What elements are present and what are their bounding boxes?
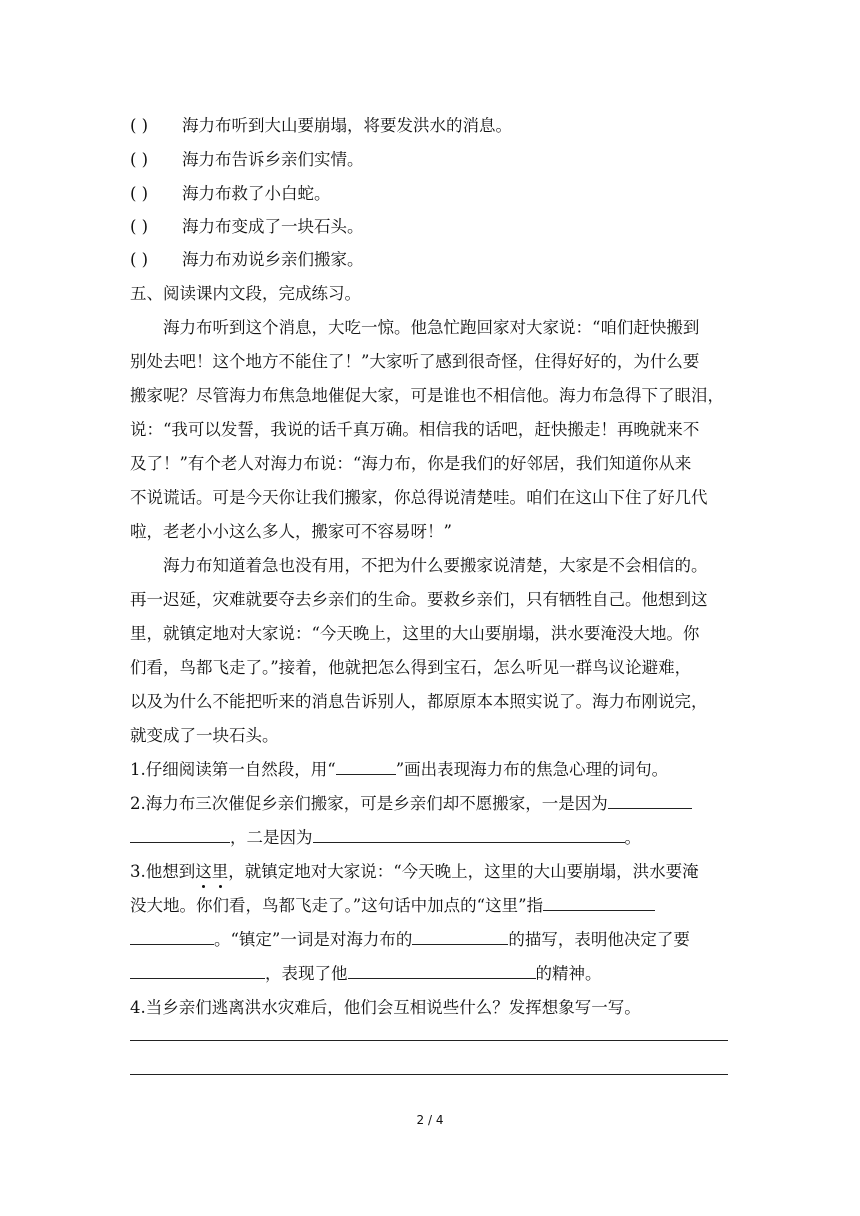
answer-blank[interactable]	[348, 962, 536, 979]
answer-parentheses: ( )	[130, 250, 149, 269]
answer-line[interactable]	[130, 1074, 728, 1075]
passage-line: 海力布听到这个消息，大吃一惊。他急忙跑回家对大家说：“咱们赶快搬到	[163, 318, 700, 337]
passage-line: 里，就镇定地对大家说：“今天晚上，这里的大山要崩塌，洪水要淹没大地。你	[130, 624, 700, 643]
passage-line: 不说谎话。可是今天你让我们搬家，你总得说清楚哇。咱们在这山下住了好几代	[130, 488, 708, 507]
emphasis-dot-char: 这	[195, 862, 212, 881]
answer-blank[interactable]	[543, 894, 655, 911]
answer-parentheses: ( )	[130, 116, 149, 135]
question-3: 3.他想到这里，就镇定地对大家说：“今天晚上，这里的大山要崩塌，洪水要淹	[130, 862, 699, 881]
question-4: 4.当乡亲们逃离洪水灾难后，他们会互相说些什么？发挥想象写一写。	[130, 998, 641, 1017]
passage-line: 别处去吧！这个地方不能住了！”大家听了感到很奇怪，住得好好的，为什么要	[130, 352, 700, 371]
passage-line: 及了！”有个老人对海力布说：“海力布，你是我们的好邻居，我们知道你从来	[130, 454, 692, 473]
passage-line: 搬家呢？尽管海力布焦急地催促大家，可是谁也不相信他。海力布急得下了眼泪，	[130, 386, 724, 405]
passage-line: 海力布知道着急也没有用，不把为什么要搬家说清楚，大家是不会相信的。	[163, 556, 708, 575]
answer-blank[interactable]	[336, 758, 396, 775]
answer-blank[interactable]	[313, 826, 625, 843]
answer-parentheses: ( )	[130, 150, 149, 169]
answer-blank[interactable]	[608, 792, 692, 809]
question-2: 2.海力布三次催促乡亲们搬家，可是乡亲们却不愿搬家，一是因为	[130, 790, 692, 814]
answer-line[interactable]	[130, 1040, 728, 1041]
order-item: ( ) 海力布告诉乡亲们实情。	[130, 150, 364, 169]
question-3-cont: 。“镇定”一词是对海力布的 的描写，表明他决定了要	[130, 926, 690, 950]
passage-line: 以及为什么不能把听来的消息告诉别人，都原原本本照实说了。海力布刚说完，	[130, 692, 708, 711]
passage-line: 再一迟延，灾难就要夺去乡亲们的生命。要救乡亲们，只有牺牲自己。他想到这	[130, 590, 708, 609]
order-item: ( ) 海力布听到大山要崩塌，将要发洪水的消息。	[130, 116, 512, 135]
passage-line: 就变成了一块石头。	[130, 726, 279, 745]
answer-blank[interactable]	[130, 826, 230, 843]
emphasis-dot-char: 里	[211, 862, 229, 881]
section-title: 五、阅读课内文段，完成练习。	[130, 284, 361, 303]
question-3-cont: ，表现了他 的精神。	[130, 960, 602, 984]
answer-blank[interactable]	[412, 928, 508, 945]
order-item: ( ) 海力布救了小白蛇。	[130, 184, 331, 203]
question-1: 1.仔细阅读第一自然段，用“ ”画出表现海力布的焦急心理的词句。	[130, 760, 669, 779]
passage-line: 啦，老老小小这么多人，搬家可不容易呀！”	[130, 522, 452, 541]
question-3-cont: 没大地。你们看，鸟都飞走了。”这句话中加点的“这里”指	[130, 892, 655, 916]
answer-parentheses: ( )	[130, 184, 149, 203]
order-item: ( ) 海力布劝说乡亲们搬家。	[130, 250, 364, 269]
question-2-cont: ，二是因为 。	[130, 824, 641, 848]
answer-blank[interactable]	[130, 928, 214, 945]
answer-blank[interactable]	[130, 962, 265, 979]
page-number: 2 / 4	[416, 1113, 444, 1127]
order-item: ( ) 海力布变成了一块石头。	[130, 217, 364, 236]
passage-line: 们看，鸟都飞走了。”接着，他就把怎么得到宝石，怎么听见一群鸟议论避难，	[130, 658, 692, 677]
passage-line: 说：“我可以发誓，我说的话千真万确。相信我的话吧，赶快搬走！再晚就来不	[130, 420, 700, 439]
answer-parentheses: ( )	[130, 217, 149, 236]
